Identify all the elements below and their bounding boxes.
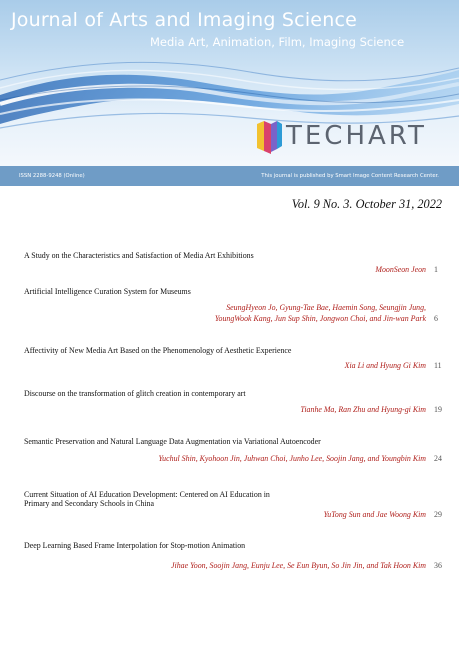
article-authors: YuTong Sun and Jae Woong Kim — [323, 510, 426, 519]
publisher-note: This journal is published by Smart Image Content Research Center. — [261, 173, 439, 179]
article-authors: Jihae Yoon, Soojin Jang, Eunju Lee, Se Eun Byun, So Jin Jin, and Tak Hoon Kim — [171, 561, 426, 570]
article-page: 1 — [434, 265, 438, 274]
article-page: 6 — [434, 314, 438, 323]
article-title[interactable]: A Study on the Characteristics and Satisfaction of Media Art Exhibitions — [24, 251, 254, 260]
article-page: 29 — [434, 510, 442, 519]
article-authors: Tianhe Ma, Ran Zhu and Hyung-gi Kim — [300, 405, 426, 414]
article-title[interactable]: Deep Learning Based Frame Interpolation for Stop-motion Animation — [24, 541, 246, 550]
article-page: 11 — [434, 361, 442, 370]
article-title[interactable]: Current Situation of AI Education Development: Centered on AI Education in — [24, 490, 270, 499]
issue-info: Vol. 9 No. 3. October 31, 2022 — [291, 197, 442, 211]
article-page: 19 — [434, 405, 442, 414]
article-title[interactable]: Affectivity of New Media Art Based on the Phenomenology of Aesthetic Experience — [24, 346, 292, 355]
article-page: 24 — [434, 454, 442, 463]
techart-logo-text: TECHART — [286, 121, 427, 151]
article-title-continued[interactable]: Primary and Secondary Schools in China — [24, 499, 154, 508]
article-page: 36 — [434, 561, 442, 570]
article-authors: SeungHyeon Jo, Gyung-Tae Bae, Haemin Song, Seungjin Jung, — [226, 303, 426, 312]
journal-title: Journal of Arts and Imaging Science — [11, 9, 357, 31]
article-authors: Xia Li and Hyung Gi Kim — [344, 361, 426, 370]
article-title[interactable]: Discourse on the transformation of glitch creation in contemporary art — [24, 389, 246, 398]
issn-text: ISSN 2288-9248 (Online) — [19, 173, 85, 179]
article-title[interactable]: Semantic Preservation and Natural Language Data Augmentation via Variational Autoencoder — [24, 437, 321, 446]
article-authors: Yuchul Shin, Kyohoon Jin, Juhwan Choi, Junho Lee, Soojin Jang, and Youngbin Kim — [158, 454, 426, 463]
article-authors: YoungWook Kang, Jun Sup Shin, Jongwon Choi, and Jin-wan Park — [214, 314, 426, 323]
article-title[interactable]: Artificial Intelligence Curation System for Museums — [24, 287, 191, 296]
article-authors: MoonSeon Jeon — [375, 265, 426, 274]
journal-subtitle: Media Art, Animation, Film, Imaging Science — [150, 35, 405, 49]
